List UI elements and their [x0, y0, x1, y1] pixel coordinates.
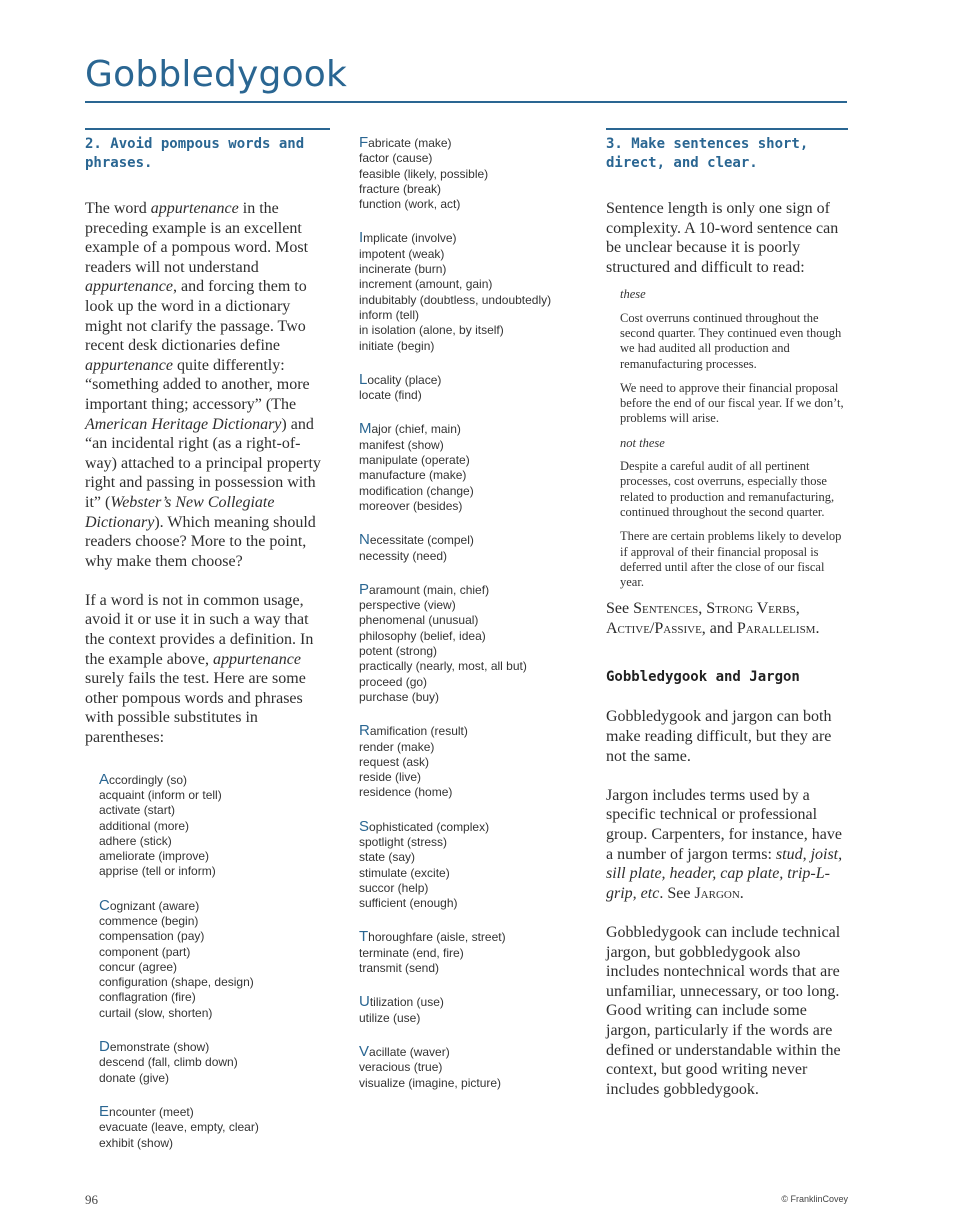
section-rule	[85, 128, 330, 130]
drop-initial: E	[99, 1102, 110, 1120]
word-entry-text: abricate (make)	[368, 136, 452, 150]
word-entry: impotent (weak)	[359, 246, 445, 261]
text-run: ) and “an incidental right (as a right-of-way) attached to a principal property right and passing in possession with it” (	[85, 415, 321, 511]
text-run: quite differently: “something added to another, more important thing; accessory” (The	[85, 356, 310, 413]
italic-run: appurtenance	[85, 278, 173, 296]
word-entry: phenomenal (unusual)	[359, 613, 479, 628]
word-entry: render (make)	[359, 739, 435, 754]
word-entry: evacuate (leave, empty, clear)	[99, 1120, 259, 1135]
word-entry: proceed (go)	[359, 674, 428, 689]
italic-run: American Heritage Dictionary	[85, 415, 282, 433]
text-run: Jargon includes terms used by a specific technical or professional group. Carpenters, for instance, have a number of jargon terms:	[606, 786, 842, 863]
section-rule	[606, 128, 848, 130]
word-entry: configuration (shape, design)	[99, 975, 254, 990]
text-run: . See	[659, 884, 695, 902]
word-entry: necessity (need)	[359, 548, 448, 563]
word-entry: incinerate (burn)	[359, 262, 447, 277]
drop-initial: S	[359, 817, 370, 835]
text-run: The word	[85, 200, 151, 217]
word-entry	[99, 1104, 330, 1120]
word-entry: initiate (begin)	[359, 338, 435, 353]
drop-initial: R	[359, 722, 370, 740]
word-entry-text: ecessitate (compel)	[369, 533, 474, 548]
word-entry: perspective (view)	[359, 598, 456, 613]
italic-run: appurtenance	[85, 356, 173, 374]
word-entry: conflagration (fire)	[99, 990, 196, 1005]
word-group-f	[359, 135, 584, 212]
word-entry: visualize (imagine, picture)	[359, 1075, 502, 1090]
word-entry-text: emonstrate (show)	[109, 1040, 210, 1055]
word-group-s	[359, 819, 584, 912]
word-entry: modification (change)	[359, 483, 474, 498]
word-entry-text: acillate (waver)	[369, 1044, 450, 1059]
word-entry-text: amification (result)	[369, 724, 468, 739]
text-run: ). Which meaning should readers choose? More to the point, why make them choose?	[85, 513, 316, 570]
word-entry-text: ccordingly (so)	[109, 772, 188, 787]
not-these-label: not these	[620, 435, 665, 450]
word-entry	[359, 1044, 584, 1060]
word-group-d	[99, 1039, 330, 1086]
page-title: Gobbledygook	[85, 54, 348, 95]
word-entry: philosophy (belief, idea)	[359, 628, 486, 643]
word-entry: in isolation (alone, by itself)	[359, 323, 504, 338]
word-group-m	[359, 421, 584, 514]
text-run: Gobbledygook and jargon can both make reading difficult, but they are not the same.	[606, 708, 832, 765]
word-entry-text: ognizant (aware)	[109, 898, 200, 913]
word-entry: exhibit (show)	[99, 1135, 174, 1150]
word-entry: manifest (show)	[359, 437, 444, 452]
word-entry: state (say)	[359, 850, 416, 865]
text-run: If a word is not in common usage, avoid it or use it in such a way that the context provides a definition. In the example above,	[85, 591, 314, 668]
word-entry: donate (give)	[99, 1070, 170, 1085]
word-entry: adhere (stick)	[99, 833, 172, 848]
word-entry: factor (cause)	[359, 151, 433, 166]
gobbledygook-jargon-body	[606, 707, 848, 1099]
word-entry	[99, 898, 330, 914]
word-entry: spotlight (stress)	[359, 834, 448, 849]
word-entry: purchase (buy)	[359, 689, 440, 704]
word-entry: manufacture (make)	[359, 468, 467, 483]
text-run: ,	[698, 600, 707, 618]
word-list-middle	[359, 135, 584, 1091]
section-2-para-1	[85, 199, 330, 571]
word-entry	[99, 1039, 330, 1055]
text-run: Gobbledygook can include technical jargon, but gobbledygook also includes nontechnical words that are unfamiliar, unnecessary, or too long. Good writing can include some jargon, particularly if the words are defined or understandable within the context, but good writing never includes gobbledygook.	[606, 923, 841, 1098]
word-entry: component (part)	[99, 944, 191, 959]
text-run: .	[815, 620, 820, 638]
word-entry: additional (more)	[99, 818, 190, 833]
word-entry: concur (agree)	[99, 959, 178, 974]
word-list-left	[99, 772, 330, 1151]
cross-reference: Active/Passive	[606, 620, 702, 638]
text-run: See	[606, 600, 634, 618]
example-not-these-2: There are certain problems likely to develop if approval of their financial proposal is deferred until after the close of our fiscal year.	[620, 529, 842, 590]
section-3-intro: Sentence length is only one sign of complexity. A 10-word sentence can be unclear because it is poorly structured and difficult to read:	[606, 200, 839, 276]
word-entry: residence (home)	[359, 785, 453, 800]
word-entry	[359, 421, 584, 437]
column-middle	[359, 135, 584, 1109]
drop-initial: N	[359, 531, 370, 549]
word-entry: moreover (besides)	[359, 498, 463, 513]
word-entry: locate (find)	[359, 388, 422, 403]
word-entry: manipulate (operate)	[359, 453, 470, 468]
drop-initial: L	[359, 370, 368, 388]
word-entry: reside (live)	[359, 770, 422, 785]
drop-initial: P	[359, 580, 370, 598]
page-number: 96	[85, 1192, 98, 1207]
word-entry: function (work, act)	[359, 197, 461, 212]
word-group-p	[359, 582, 584, 705]
drop-initial: T	[359, 928, 369, 946]
drop-initial: D	[99, 1038, 110, 1056]
word-entry	[359, 135, 584, 151]
word-entry	[359, 723, 584, 739]
word-group-t	[359, 929, 584, 976]
drop-initial: U	[359, 993, 370, 1011]
word-entry: compensation (pay)	[99, 929, 205, 944]
word-entry	[359, 532, 584, 548]
word-group-c	[99, 898, 330, 1021]
these-label: these	[620, 287, 646, 302]
word-group-e	[99, 1104, 330, 1151]
gj-para-2	[606, 786, 848, 904]
gj-para-1	[606, 707, 848, 766]
column-right	[606, 128, 848, 1119]
drop-initial: V	[359, 1042, 370, 1060]
word-group-l	[359, 372, 584, 404]
see-also	[606, 599, 848, 639]
drop-initial: C	[99, 896, 110, 914]
word-entry-text: ajor (chief, main)	[371, 422, 461, 437]
italic-run: appurtenance	[212, 650, 301, 668]
word-entry: stimulate (excite)	[359, 865, 450, 880]
word-group-n	[359, 532, 584, 564]
word-entry: potent (strong)	[359, 644, 438, 659]
word-entry	[359, 819, 584, 835]
cross-reference: Parallelism	[736, 620, 816, 638]
word-entry: practically (nearly, most, all but)	[359, 659, 527, 674]
example-not-these-1: Despite a careful audit of all pertinent processes, cost overruns, especially those related to production and remanufacturing, continued throughout the second quarter.	[620, 459, 835, 519]
word-entry: fracture (break)	[359, 181, 442, 196]
cross-reference: Sentences	[633, 600, 699, 618]
word-entry: commence (begin)	[99, 914, 199, 928]
word-entry-text: horoughfare (aisle, street)	[368, 930, 506, 945]
column-left	[85, 128, 330, 1169]
word-entry-text: ocality (place)	[367, 372, 442, 387]
word-entry-text: mplicate (involve)	[363, 231, 457, 246]
word-entry: indubitably (doubtless, undoubtedly)	[359, 292, 552, 307]
section-2-para-2	[85, 591, 330, 748]
word-entry: descend (fall, climb down)	[99, 1055, 238, 1070]
word-group-v	[359, 1044, 584, 1091]
section-2-body	[85, 199, 330, 748]
gobbledygook-jargon-heading: Gobbledygook and Jargon	[606, 669, 800, 686]
word-group-r	[359, 723, 584, 800]
word-entry: transmit (send)	[359, 961, 440, 976]
section-3-heading: 3. Make sentences short, direct, and clear.	[606, 136, 809, 171]
word-entry	[359, 230, 584, 246]
italic-run: stud, joist, sill plate, header, cap plate, trip-L-grip, etc	[606, 845, 843, 902]
text-run: ,	[795, 600, 800, 618]
word-entry: sufficient (enough)	[359, 896, 458, 911]
drop-initial: A	[99, 770, 110, 788]
word-entry-text: ncounter (meet)	[109, 1104, 194, 1119]
word-group-i	[359, 230, 584, 353]
example-these-1: Cost overruns continued throughout the second quarter. They continued even though we had audited all production and remanufacturing processes.	[620, 310, 842, 371]
italic-run: Webster’s New Collegiate Dictionary	[85, 493, 275, 531]
word-entry: terminate (end, fire)	[359, 945, 464, 960]
word-group-u	[359, 994, 584, 1026]
word-entry: acquaint (inform or tell)	[99, 787, 222, 802]
word-entry: feasible (likely, possible)	[359, 166, 489, 181]
word-entry	[359, 929, 584, 945]
word-entry: ameliorate (improve)	[99, 849, 210, 864]
text-run: surely fails the test. Here are some other pompous words and phrases with possible substitutes in parentheses:	[85, 670, 306, 747]
drop-initial: M	[359, 420, 372, 438]
text-run: , and	[701, 620, 737, 638]
word-entry-text: tilization (use)	[369, 995, 444, 1010]
title-rule	[85, 101, 847, 103]
text-run: .	[739, 884, 744, 902]
italic-run: appurtenance	[150, 200, 239, 217]
cross-reference: Jargon	[694, 884, 740, 902]
section-2-heading: 2. Avoid pompous words and phrases.	[85, 136, 305, 171]
word-entry: succor (help)	[359, 880, 429, 895]
word-entry	[359, 582, 584, 598]
examples-block	[620, 287, 848, 590]
word-entry: apprise (tell or inform)	[99, 864, 216, 879]
word-entry: veracious (true)	[359, 1060, 443, 1075]
gj-para-3	[606, 923, 848, 1099]
word-entry: activate (start)	[99, 803, 176, 818]
word-entry: increment (amount, gain)	[359, 277, 493, 292]
word-entry	[359, 372, 584, 388]
word-entry: utilize (use)	[359, 1010, 421, 1025]
drop-initial: F	[359, 134, 369, 151]
word-entry: curtail (slow, shorten)	[99, 1005, 213, 1020]
word-entry-text: aramount (main, chief)	[369, 582, 490, 597]
text-run: , and forcing them to look up the word in a dictionary might not clarify the passage. Two recent desk dictionaries define	[85, 278, 307, 355]
cross-reference: Strong Verbs	[706, 600, 796, 618]
word-entry: inform (tell)	[359, 307, 420, 322]
word-entry	[359, 994, 584, 1010]
drop-initial: I	[359, 229, 364, 247]
copyright: © FranklinCovey	[781, 1194, 848, 1204]
word-entry-text: ophisticated (complex)	[369, 819, 490, 834]
example-these-2: We need to approve their financial proposal before the end of our fiscal year. If we don’t, problems will arise.	[620, 380, 844, 426]
word-entry: request (ask)	[359, 754, 430, 769]
text-run: in the preceding example is an excellent example of a pompous word. Most readers will not understand	[85, 200, 309, 276]
word-entry	[99, 772, 330, 788]
word-group-a	[99, 772, 330, 880]
